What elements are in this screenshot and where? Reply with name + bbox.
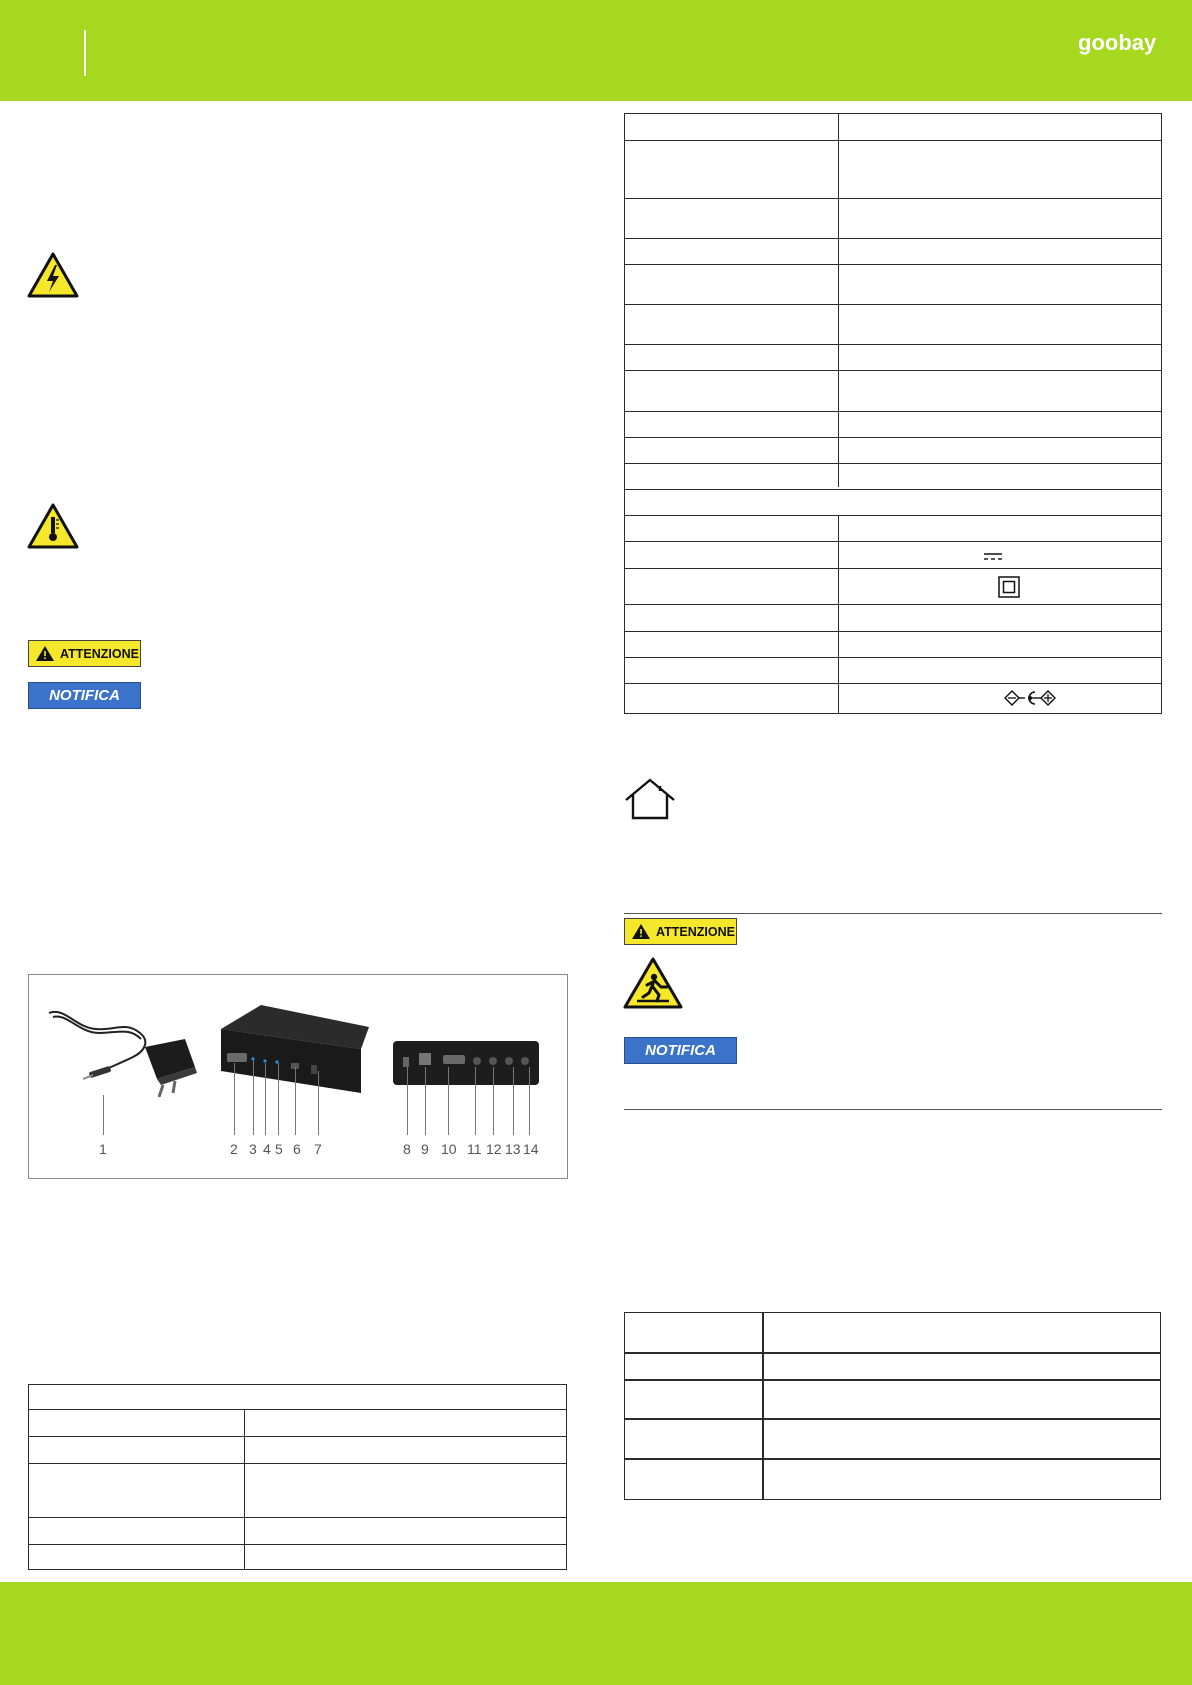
leader-line	[265, 1063, 266, 1135]
table-row	[625, 1379, 1160, 1381]
product-overview-figure	[28, 974, 568, 1179]
electric-hazard-icon	[27, 252, 79, 298]
table-row	[625, 437, 1161, 438]
indoor-use-icon	[624, 778, 676, 820]
figure-number: 2	[230, 1141, 238, 1157]
notice-tag: NOTIFICA	[624, 1037, 737, 1064]
table-column-divider	[838, 515, 839, 713]
leader-line	[253, 1061, 254, 1135]
leader-line	[425, 1067, 426, 1135]
figure-number: 13	[505, 1141, 521, 1157]
leader-line	[493, 1067, 494, 1135]
leader-line	[295, 1067, 296, 1135]
table-row	[625, 238, 1161, 239]
leader-line	[475, 1067, 476, 1135]
table-row	[625, 604, 1161, 605]
hot-surface-icon	[27, 503, 79, 549]
figure-number: 14	[523, 1141, 539, 1157]
figure-number: 12	[486, 1141, 502, 1157]
figure-number: 6	[293, 1141, 301, 1157]
converter-front-image	[211, 1001, 371, 1093]
tripping-hazard-icon	[623, 957, 683, 1009]
figure-number: 1	[99, 1141, 107, 1157]
figure-number: 10	[441, 1141, 457, 1157]
attention-label: ATTENZIONE	[656, 925, 735, 939]
table-row	[625, 1418, 1160, 1420]
leader-line	[529, 1067, 530, 1135]
dc-current-icon	[983, 552, 1003, 562]
attention-tag	[28, 640, 141, 667]
leader-line	[407, 1067, 408, 1135]
table-row	[625, 344, 1161, 345]
table-row	[625, 568, 1161, 569]
table-column-divider	[838, 114, 839, 487]
footer-band	[0, 1582, 1192, 1685]
leader-line	[103, 1095, 104, 1135]
leader-line	[513, 1067, 514, 1135]
table-row	[625, 264, 1161, 265]
goobay-logo	[1078, 28, 1164, 58]
table-row	[29, 1544, 566, 1545]
figure-number: 5	[275, 1141, 283, 1157]
attention-tag	[624, 918, 737, 945]
power-adapter-image	[45, 1007, 205, 1097]
leader-line	[278, 1063, 279, 1135]
leader-line	[448, 1067, 449, 1135]
table-row	[625, 411, 1161, 412]
table-row	[29, 1463, 566, 1464]
table-row	[625, 370, 1161, 371]
table-row	[625, 631, 1161, 632]
spec-table-right	[624, 113, 1162, 714]
figure-number: 11	[467, 1141, 482, 1157]
leader-line	[234, 1063, 235, 1135]
polarity-icon	[1004, 689, 1056, 707]
table-row	[625, 657, 1161, 658]
table-row	[625, 463, 1161, 464]
table-row	[625, 1352, 1160, 1354]
header-band	[0, 0, 1192, 101]
leader-line	[318, 1071, 319, 1135]
figure-number: 7	[314, 1141, 322, 1157]
section-rule	[624, 913, 1162, 914]
table-row	[29, 1436, 566, 1437]
attention-label: ATTENZIONE	[60, 647, 139, 661]
converter-back-image	[391, 1039, 541, 1091]
table-row	[625, 1458, 1160, 1460]
table-row	[625, 489, 1161, 490]
table-column-divider	[762, 1313, 764, 1499]
table-row	[29, 1517, 566, 1518]
figure-number: 4	[263, 1141, 271, 1157]
table-row	[625, 515, 1161, 516]
header-divider	[84, 30, 86, 76]
notice-tag: NOTIFICA	[28, 682, 141, 709]
figure-number: 9	[421, 1141, 429, 1157]
table-row	[625, 304, 1161, 305]
table-row	[625, 683, 1161, 684]
protection-class-ii-icon	[998, 576, 1020, 598]
figure-number: 3	[249, 1141, 257, 1157]
table-row	[625, 140, 1161, 141]
section-rule	[624, 1109, 1162, 1110]
table-row	[625, 198, 1161, 199]
brand-wordmark: goobay	[1078, 30, 1157, 55]
table-row	[29, 1409, 566, 1410]
table-row	[625, 541, 1161, 542]
spec-table-left	[28, 1384, 567, 1570]
figure-number: 8	[403, 1141, 411, 1157]
troubleshooting-table	[624, 1312, 1161, 1500]
table-column-divider	[244, 1409, 245, 1569]
